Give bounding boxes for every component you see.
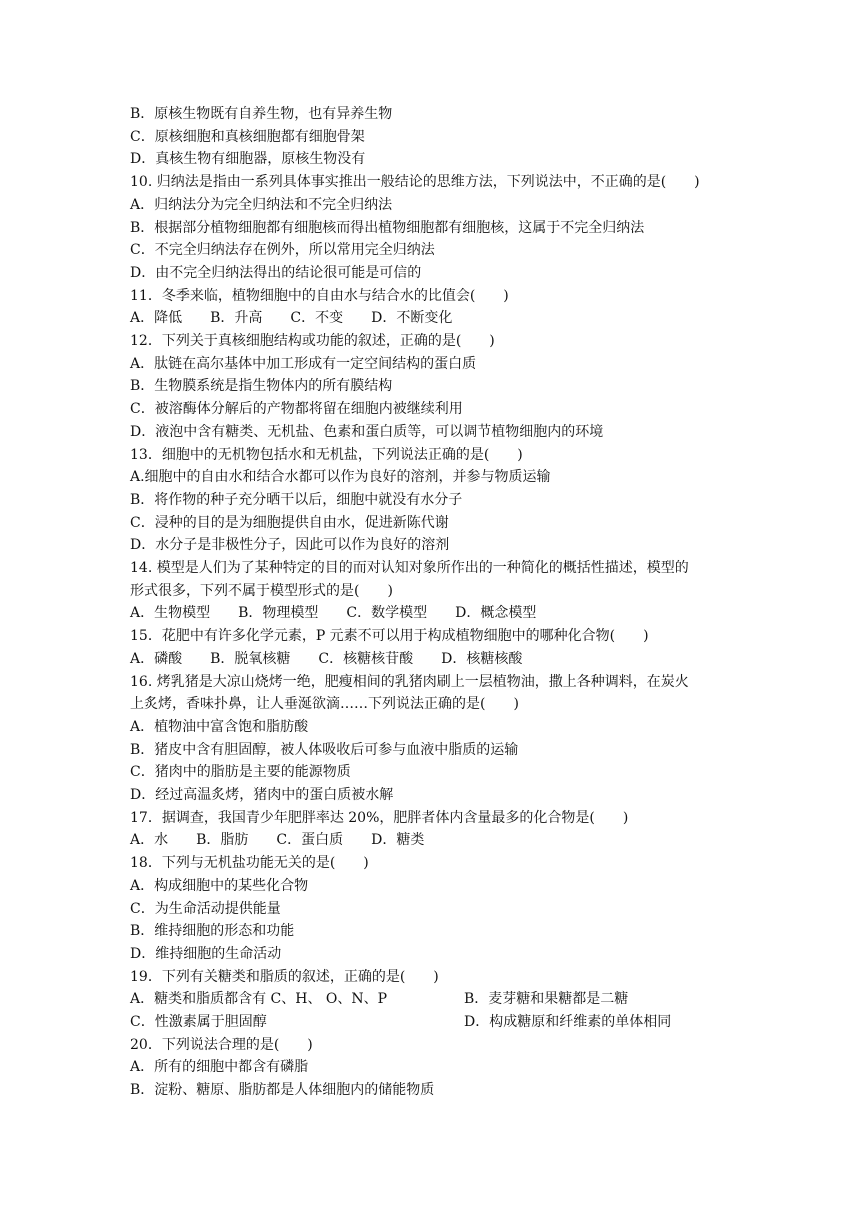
text-line: C．被溶酶体分解后的产物都将留在细胞内被继续利用 xyxy=(130,401,463,418)
text-line: 10. 归纳法是指由一系列具体事实推出一般结论的思维方法，下列说法中，不正确的是( ) xyxy=(130,174,700,191)
text-line: A．水 B．脂肪 C．蛋白质 D．糖类 xyxy=(130,832,425,849)
text-line: A．植物油中富含饱和脂肪酸 xyxy=(130,718,309,735)
text-line: D．液泡中含有糖类、无机盐、色素和蛋白质等，可以调节植物细胞内的环境 xyxy=(130,423,604,440)
text-line: 14. 模型是人们为了某种特定的目的而对认知对象所作出的一种简化的概括性描述，模型的 xyxy=(130,560,689,576)
text-line: B．将作物的种子充分晒干以后，细胞中就没有水分子 xyxy=(130,491,463,508)
text-line: A．所有的细胞中都含有磷脂 xyxy=(130,1059,309,1076)
text-line: 13．细胞中的无机物包括水和无机盐，下列说法正确的是( ) xyxy=(130,446,523,463)
text-line: D．维持细胞的生命活动 xyxy=(130,945,282,962)
text-line: B．生物膜系统是指生物体内的所有膜结构 xyxy=(130,378,393,395)
text-line: 形式很多，下列不属于模型形式的是( ) xyxy=(130,582,393,599)
option-left: A．糖类和脂质都含有 C、H、 O、N、P xyxy=(130,991,388,1008)
option-row xyxy=(130,1011,750,1033)
text-line: B．根据部分植物细胞都有细胞核而得出植物细胞都有细胞核，这属于不完全归纳法 xyxy=(130,219,645,236)
text-line: D．水分子是非极性分子，因此可以作为良好的溶剂 xyxy=(130,537,450,554)
text-line: A．构成细胞中的某些化合物 xyxy=(130,877,309,894)
text-line: 16. 烤乳猪是大凉山烧烤一绝，肥瘦相间的乳猪肉刷上一层植物油，撒上各种调料，在炭火 xyxy=(130,673,689,690)
text-line: A．肽链在高尔基体中加工形成有一定空间结构的蛋白质 xyxy=(130,355,477,372)
option-row xyxy=(130,988,750,1010)
text-line: A．归纳法分为完全归纳法和不完全归纳法 xyxy=(130,196,393,213)
text-line: B．原核生物既有自养生物，也有异养生物 xyxy=(130,106,393,122)
text-line: A．生物模型 B．物理模型 C．数学模型 D．概念模型 xyxy=(130,605,537,622)
text-line: 11．冬季来临，植物细胞中的自由水与结合水的比值会( ) xyxy=(130,287,509,304)
text-line: 18．下列与无机盐功能无关的是( ) xyxy=(130,855,369,872)
text-line: C．为生命活动提供能量 xyxy=(130,900,281,917)
option-left: C．性激素属于胆固醇 xyxy=(130,1014,267,1030)
option-right: D．构成糖原和纤维素的单体相同 xyxy=(464,1014,672,1030)
text-line: A．磷酸 B．脱氧核糖 C．核糖核苷酸 D．核糖核酸 xyxy=(130,650,523,667)
text-line: B．维持细胞的形态和功能 xyxy=(130,923,295,940)
text-line: A.细胞中的自由水和结合水都可以作为良好的溶剂，并参与物质运输 xyxy=(130,469,551,486)
option-right: B．麦芽糖和果糖都是二糖 xyxy=(464,991,629,1008)
text-line: 15．花肥中有许多化学元素，P 元素不可以用于构成植物细胞中的哪种化合物( ) xyxy=(130,628,649,645)
text-line: 上炙烤，香味扑鼻，让人垂涎欲滴……下列说法正确的是( ) xyxy=(130,696,519,713)
text-line: B．淀粉、糖原、脂肪都是人体细胞内的储能物质 xyxy=(130,1082,435,1099)
text-line: 12．下列关于真核细胞结构或功能的叙述，正确的是( ) xyxy=(130,333,495,349)
text-line: C．猪肉中的脂肪是主要的能源物质 xyxy=(130,764,351,781)
text-line: C．原核细胞和真核细胞都有细胞骨架 xyxy=(130,128,365,145)
text-line: B．猪皮中含有胆固醇，被人体吸收后可参与血液中脂质的运输 xyxy=(130,741,519,758)
text-line: C．浸种的目的是为细胞提供自由水，促进新陈代谢 xyxy=(130,514,449,531)
text-line: A．降低 B．升高 C．不变 D．不断变化 xyxy=(130,310,453,327)
text-line: 20．下列说法合理的是( ) xyxy=(130,1036,313,1053)
text-line: D．由不完全归纳法得出的结论很可能是可信的 xyxy=(130,264,422,281)
text-line: 19．下列有关糖类和脂质的叙述，正确的是( ) xyxy=(130,968,439,985)
text-line: C．不完全归纳法存在例外，所以常用完全归纳法 xyxy=(130,242,435,259)
text-line: 17．据调查，我国青少年肥胖率达 20%，肥胖者体内含量最多的化合物是( ) xyxy=(130,809,629,826)
text-line: D．真核生物有细胞器，原核生物没有 xyxy=(130,151,366,168)
text-line: D．经过高温炙烤，猪肉中的蛋白质被水解 xyxy=(130,787,394,803)
